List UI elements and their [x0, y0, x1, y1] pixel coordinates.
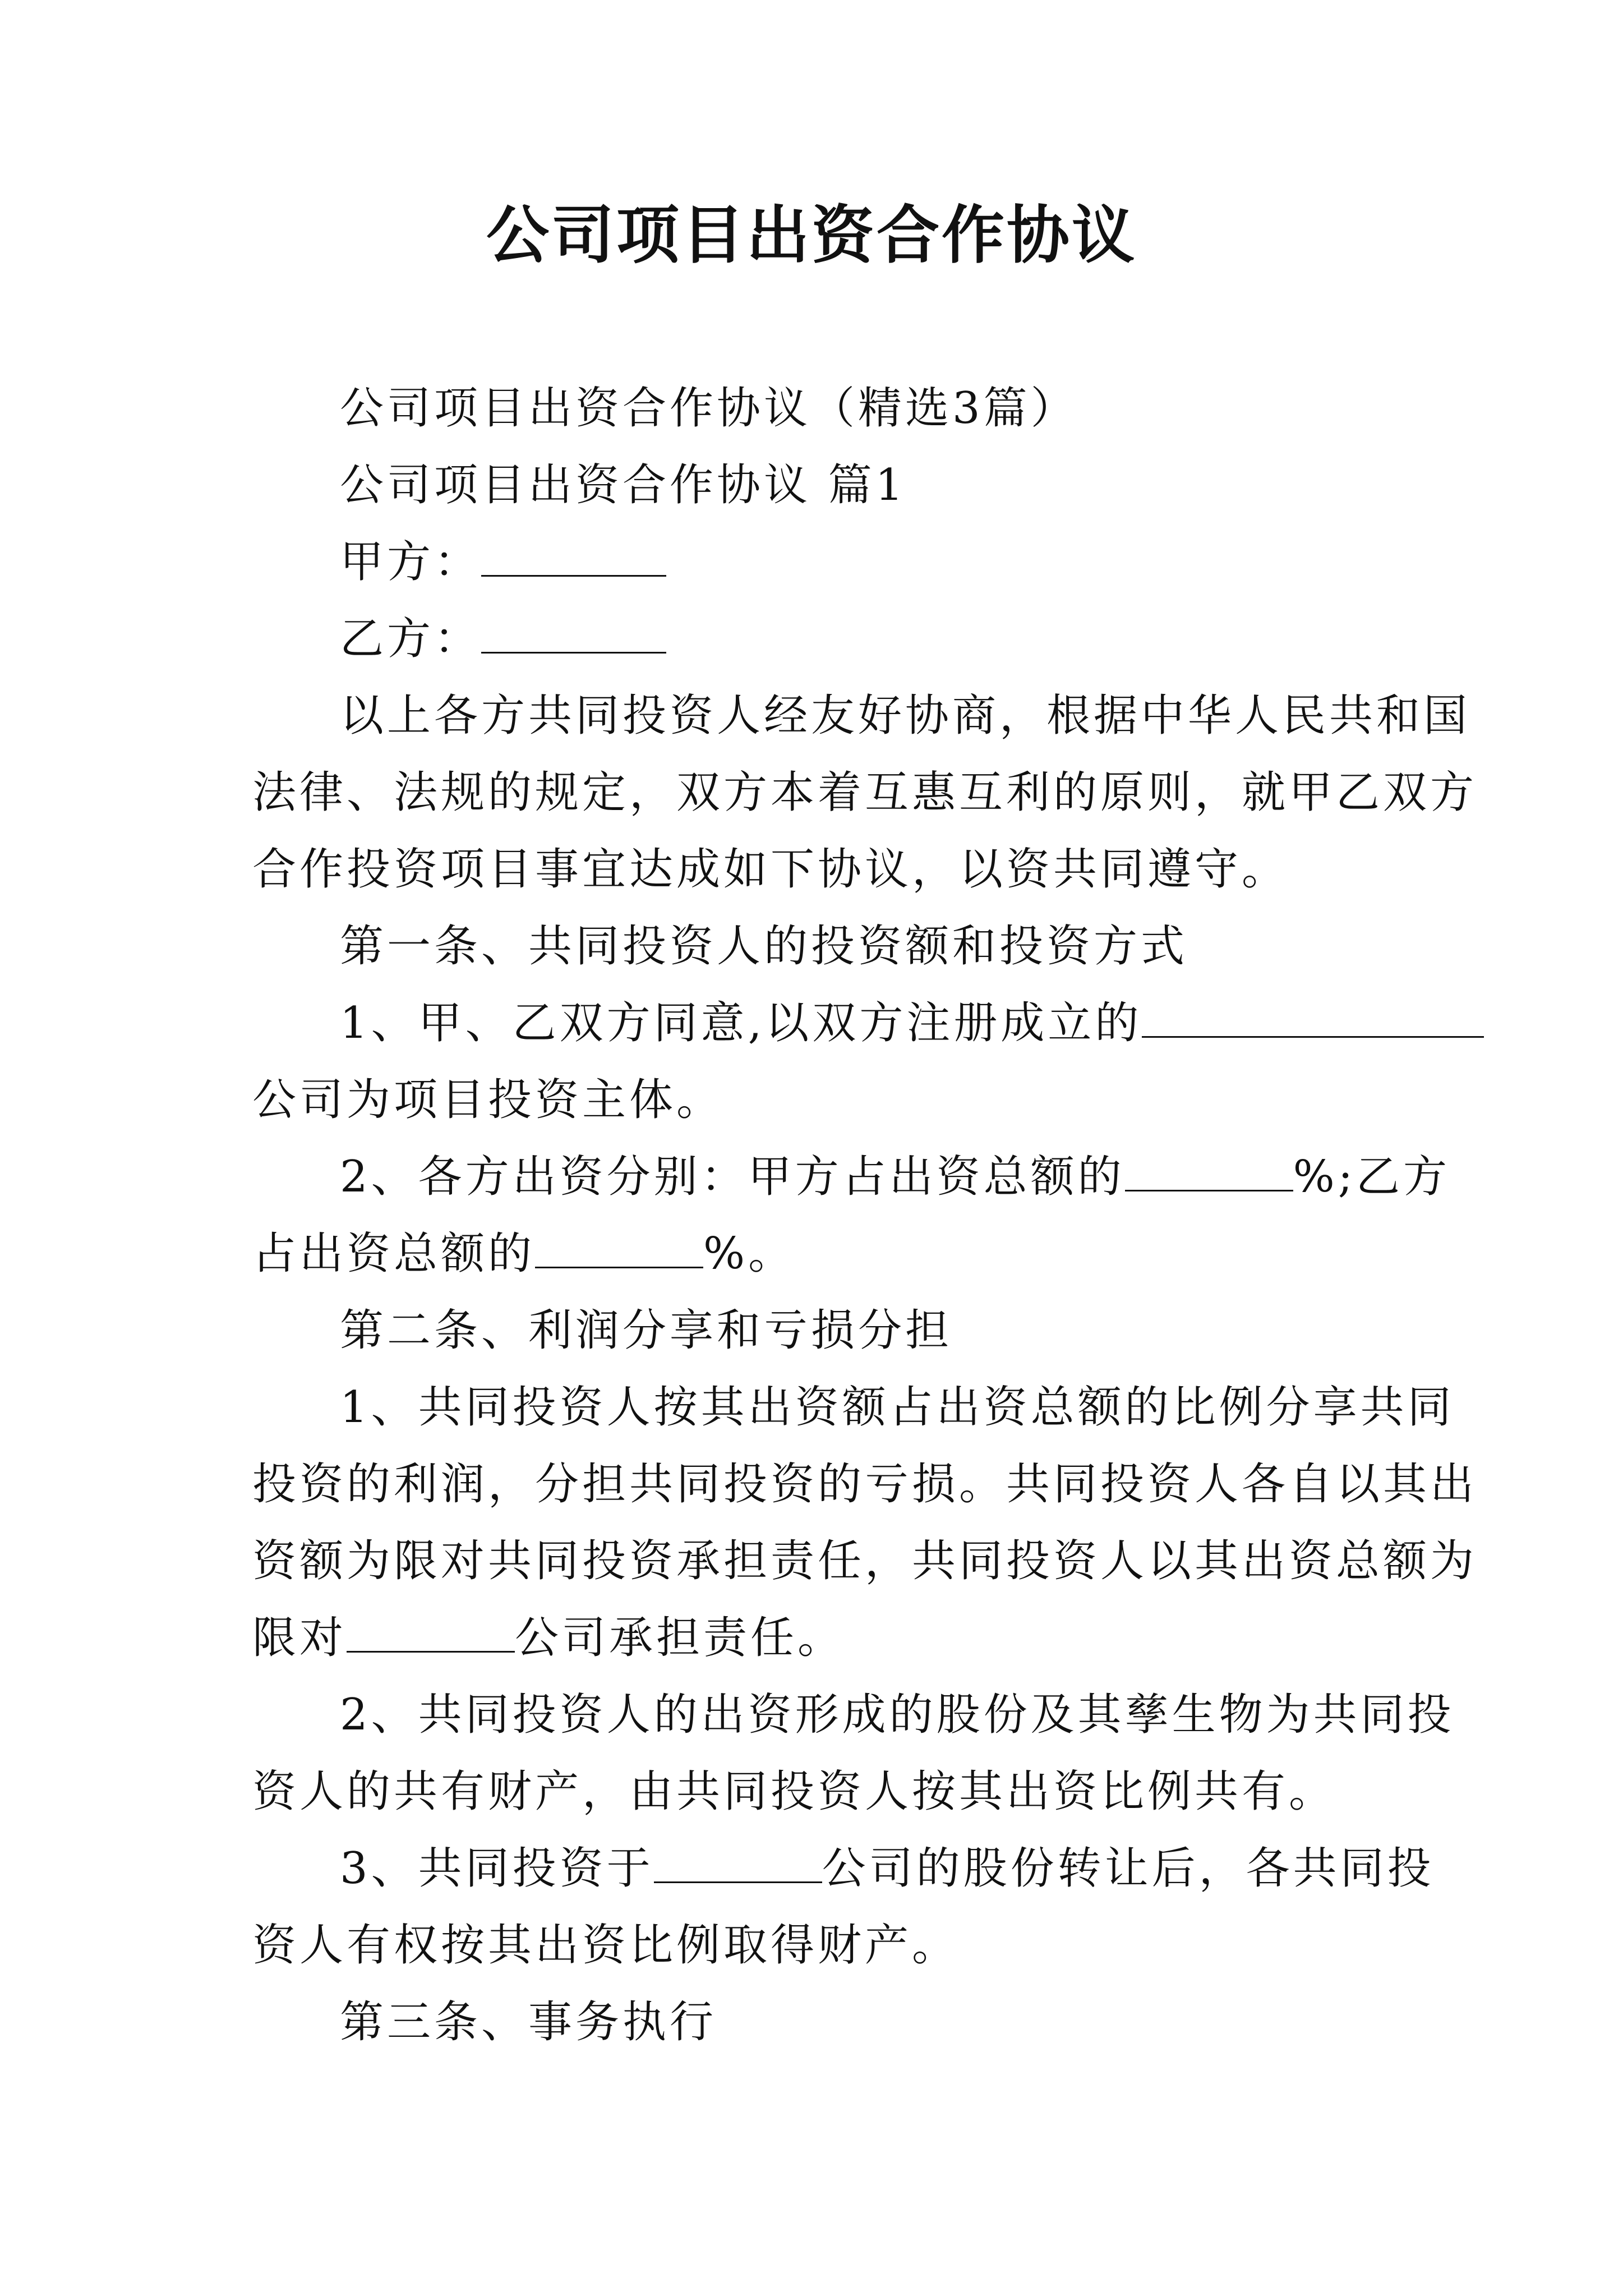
party-b-line [252, 601, 1374, 678]
clause-line [252, 985, 1374, 1062]
article-heading: 第三条、事务执行 [340, 1997, 717, 2047]
party-b-percent-blank [535, 1227, 703, 1268]
clause-text: 公司承担责任。 [515, 1613, 845, 1663]
party-a-blank [481, 536, 666, 577]
clause-text: %;乙方 [1293, 1152, 1451, 1202]
article-heading: 第二条、利润分享和亏损分担 [340, 1305, 953, 1356]
document-title: 公司项目出资合作协议 [486, 199, 1137, 272]
company-blank [347, 1612, 515, 1653]
clause-line: 投资的利润，分担共同投资的亏损。共同投资人各自以其出 [252, 1459, 1478, 1510]
party-b-label: 乙方： [340, 614, 482, 664]
clause-text: 占出资总额的 [252, 1228, 536, 1279]
clause-text: 3、共同投资于 [340, 1843, 654, 1894]
clause-line [252, 1600, 1374, 1677]
article-heading: 第一条、共同投资人的投资额和投资方式 [340, 921, 1188, 972]
party-a-line [252, 524, 1374, 601]
clause-line: 资人有权按其出资比例取得财产。 [252, 1920, 960, 1971]
clause-line: 资额为限对共同投资承担责任，共同投资人以其出资总额为 [252, 1536, 1478, 1586]
party-a-label: 甲方： [340, 537, 482, 587]
clause-text: %。 [703, 1228, 796, 1279]
clause-line: 1、共同投资人按其出资额占出资总额的比例分享共同 [340, 1382, 1455, 1433]
document-body [252, 370, 1478, 2061]
section-heading: 公司项目出资合作协议 篇1 [340, 460, 907, 510]
clause-text: 1、甲、乙双方同意,以双方注册成立的 [340, 998, 1142, 1048]
clause-text: 公司的股份转让后，各共同投 [822, 1843, 1435, 1894]
clause-line: 公司为项目投资主体。 [252, 1075, 724, 1125]
clause-line [252, 1830, 1435, 1907]
paragraph-line: 以上各方共同投资人经友好协商，根据中华人民共和国 [340, 691, 1471, 741]
clause-line [252, 1216, 1374, 1292]
subtitle-line: 公司项目出资合作协议（精选3篇） [340, 383, 1078, 434]
clause-text: 2、各方出资分别：甲方占出资总额的 [340, 1152, 1125, 1202]
clause-line [252, 1139, 1451, 1216]
clause-line: 资人的共有财产，由共同投资人按其出资比例共有。 [252, 1766, 1336, 1817]
company-name-blank [1142, 997, 1484, 1038]
paragraph-line: 法律、法规的规定，双方本着互惠互利的原则，就甲乙双方 [252, 767, 1478, 818]
company-blank [654, 1842, 822, 1883]
clause-text: 限对 [252, 1613, 347, 1663]
party-b-blank [481, 613, 666, 654]
clause-line: 2、共同投资人的出资形成的股份及其孳生物为共同投 [340, 1690, 1455, 1740]
party-a-percent-blank [1125, 1151, 1293, 1191]
paragraph-line: 合作投资项目事宜达成如下协议，以资共同遵守。 [252, 844, 1289, 895]
